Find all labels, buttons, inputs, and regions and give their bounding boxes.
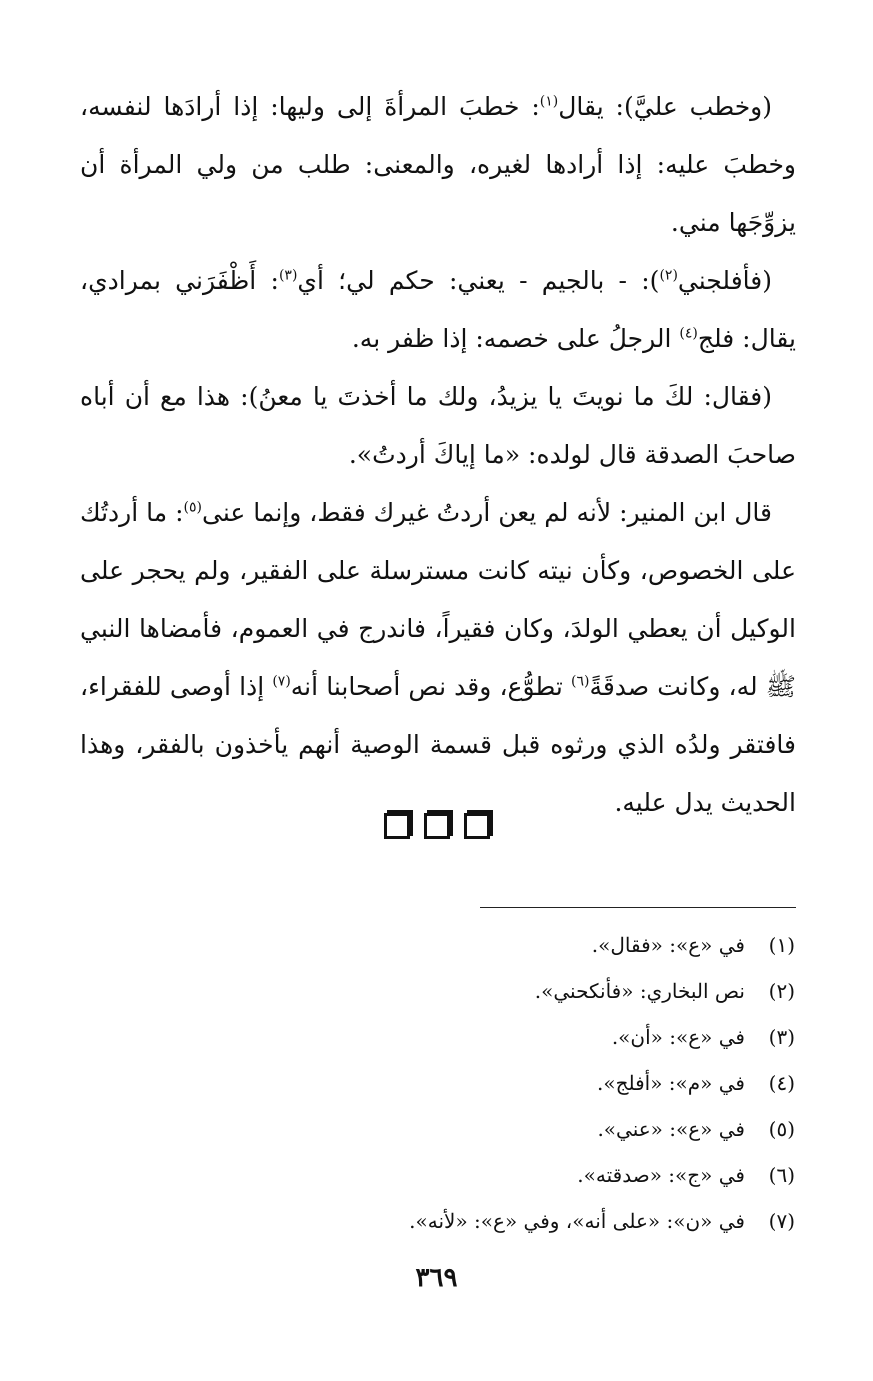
footnote-text: نص البخاري: «فأنكحني». [534, 979, 745, 1003]
separator-square-icon [424, 813, 450, 839]
main-text-body [80, 78, 796, 832]
footnote-divider [480, 907, 796, 908]
footnote-ref: (١) [539, 93, 559, 110]
footnote-item [375, 1152, 795, 1198]
footnote-number: (٦) [768, 1163, 795, 1187]
footnote-number: (٤) [768, 1071, 795, 1095]
page-number: ٣٦٩ [415, 1263, 458, 1293]
text-run: تطوُّع، وقد نص أصحابنا أنه [290, 672, 571, 701]
separator-square-icon [464, 813, 490, 839]
footnote-item [375, 922, 795, 968]
paragraph-faqala [80, 368, 796, 484]
footnote-number: (٣) [768, 1025, 795, 1049]
footnote-number: (٥) [768, 1117, 795, 1141]
text-run: إذا أوصى للفقراء، فافتقر ولدُه الذي ورثوه قبل قسمة الوصية أنهم يأخذون بالفقر، وهذا الحديث يدل عليه. [80, 672, 796, 817]
footnote-ref: (٤) [679, 325, 698, 342]
footnote-item [375, 1198, 795, 1244]
footnote-item [375, 1060, 795, 1106]
footnote-item [375, 968, 795, 1014]
text-run: : أَظْفَرَني بمرادي، يقال: فلج [80, 266, 796, 353]
footnote-text: في «ع»: «فقال». [591, 933, 745, 957]
separator-square-icon [384, 813, 410, 839]
footnote-text: في «ع»: «أن». [611, 1025, 745, 1049]
text-run: : ما أردتُك على الخصوص، وكأن نيته كانت مسترسلة على الفقير، ولم يحجر على الوكيل أن يعطي الولدَ، وكان فقيراً، فاندرج في العموم، فأمضاها النبي ﷺ له، وكانت صدقَةً [80, 498, 796, 701]
text-run: قال ابن المنير: لأنه لم يعن أردتُ غيرك فقط، وإنما عنى [202, 498, 772, 527]
paragraph-faflajani [80, 252, 796, 368]
footnote-number: (٧) [768, 1209, 795, 1233]
paragraph-khataba [80, 78, 796, 252]
footnote-ref: (٦) [570, 673, 590, 690]
footnote-text: في «ع»: «عني». [597, 1117, 745, 1141]
footnote-text: في «ن»: «على أنه»، وفي «ع»: «لأنه». [409, 1209, 745, 1233]
text-run: : خطبَ المرأةَ إلى وليها: إذا أرادَها لنفسه، وخطبَ عليه: إذا أرادها لغيره، والمعنى: طلب من ولي المرأة أن يزوِّجَها مني. [80, 92, 796, 237]
footnote-ref: (٧) [272, 673, 291, 690]
text-run: الرجلُ على خصمه: إذا ظفر به. [351, 324, 680, 353]
text-run: ): - بالجيم - يعني: حكم لي؛ أي [297, 266, 660, 295]
text-run: (وخطب عليَّ): يقال [558, 92, 772, 121]
footnote-text: في «م»: «أفلج». [596, 1071, 745, 1095]
footnote-number: (١) [768, 933, 795, 957]
footnote-ref: (٥) [183, 499, 203, 516]
footnote-item [375, 1014, 795, 1060]
footnotes-list [375, 922, 795, 1244]
footnote-ref: (٣) [278, 267, 298, 284]
footnote-item [375, 1106, 795, 1152]
text-run: (فأفلجني [677, 266, 772, 295]
section-separator [384, 813, 490, 839]
paragraph-ibn-al-munir [80, 484, 796, 832]
footnote-ref: (٢) [659, 267, 678, 284]
footnote-number: (٢) [768, 979, 795, 1003]
text-run: (فقال: لكَ ما نويتَ يا يزيدُ، ولك ما أخذتَ يا معنُ): هذا مع أن أباه صاحبَ الصدقة قال لولده: «ما إياكَ أردتُ». [80, 382, 796, 469]
footnote-text: في «ج»: «صدقته». [577, 1163, 745, 1187]
